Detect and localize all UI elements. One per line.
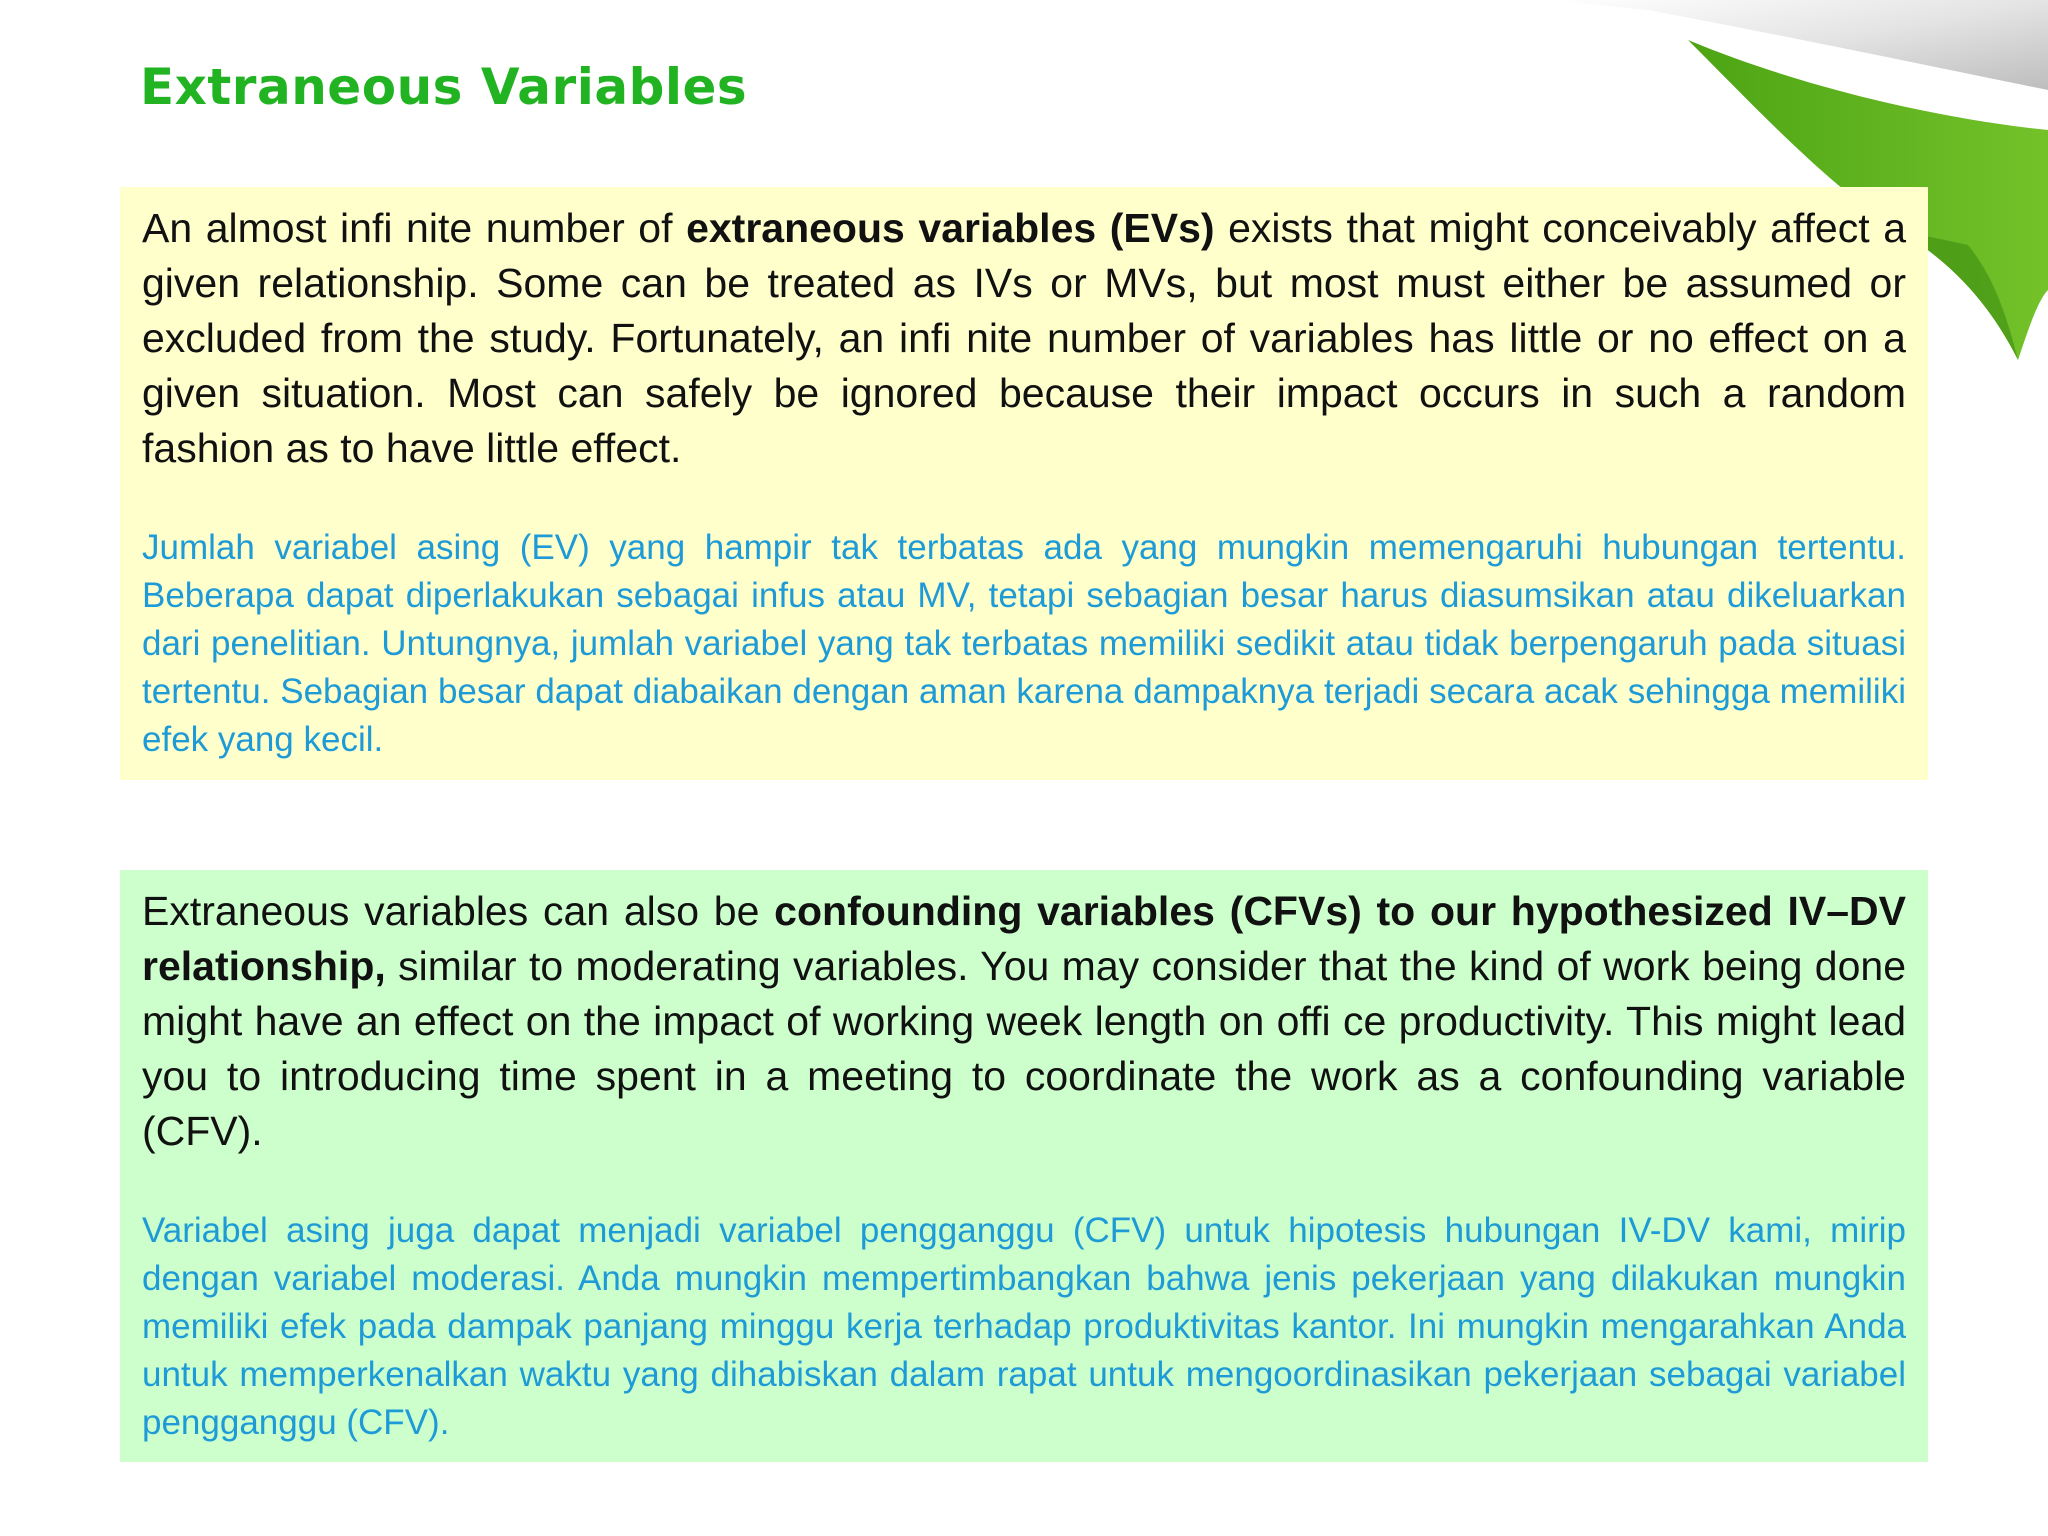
text-span: exists that might conceivably affect a given relationship. Some can be treated as IVs or MVs, but most must either be assumed or excluded from the study. Fortunately, an infi nite number of variables has little or no effect on a given situation. Most can safely be ignored because their impact occurs in such a random fashion as to have little effect. <box>142 205 1906 471</box>
text-span: An almost infi nite number of <box>142 205 687 251</box>
bold-term: extraneous variables (EVs) <box>686 205 1215 251</box>
extraneous-variables-box <box>120 187 1928 780</box>
bold-term: confounding variables (CFVs) to our hypothesized IV–DV relationship, <box>142 888 1906 989</box>
english-paragraph <box>142 884 1906 1159</box>
text-span: Extraneous variables can also be <box>142 888 775 934</box>
slide-title: Extraneous Variables <box>140 58 748 116</box>
english-paragraph <box>142 201 1906 476</box>
indonesian-translation: Variabel asing juga dapat menjadi variabel pengganggu (CFV) untuk hipotesis hubungan IV-DV kami, mirip dengan variabel moderasi. Anda mungkin mempertimbangkan bahwa jenis pekerjaan yang dilakukan mungkin memiliki efek pada dampak panjang minggu kerja terhadap produktivitas kantor. Ini mungkin mengarahkan Anda untuk memperkenalkan waktu yang dihabiskan dalam rapat untuk mengoordinasikan pekerjaan sebagai variabel pengganggu (CFV). <box>142 1211 1906 1442</box>
text-span: similar to moderating variables. You may consider that the kind of work being done might have an effect on the impact of working week length on offi ce productivity. This might lead you to introducing time spent in a meeting to coordinate the work as a confounding variable (CFV). <box>142 943 1906 1154</box>
indonesian-translation: Jumlah variabel asing (EV) yang hampir tak terbatas ada yang mungkin memengaruhi hubungan tertentu. Beberapa dapat diperlakukan sebagai infus atau MV, tetapi sebagian besar harus diasumsikan atau dikeluarkan dari penelitian. Untungnya, jumlah variabel yang tak terbatas memiliki sedikit atau tidak berpengaruh pada situasi tertentu. Sebagian besar dapat diabaikan dengan aman karena dampaknya terjadi secara acak sehingga memiliki efek yang kecil. <box>142 528 1906 759</box>
confounding-variables-box <box>120 870 1928 1462</box>
